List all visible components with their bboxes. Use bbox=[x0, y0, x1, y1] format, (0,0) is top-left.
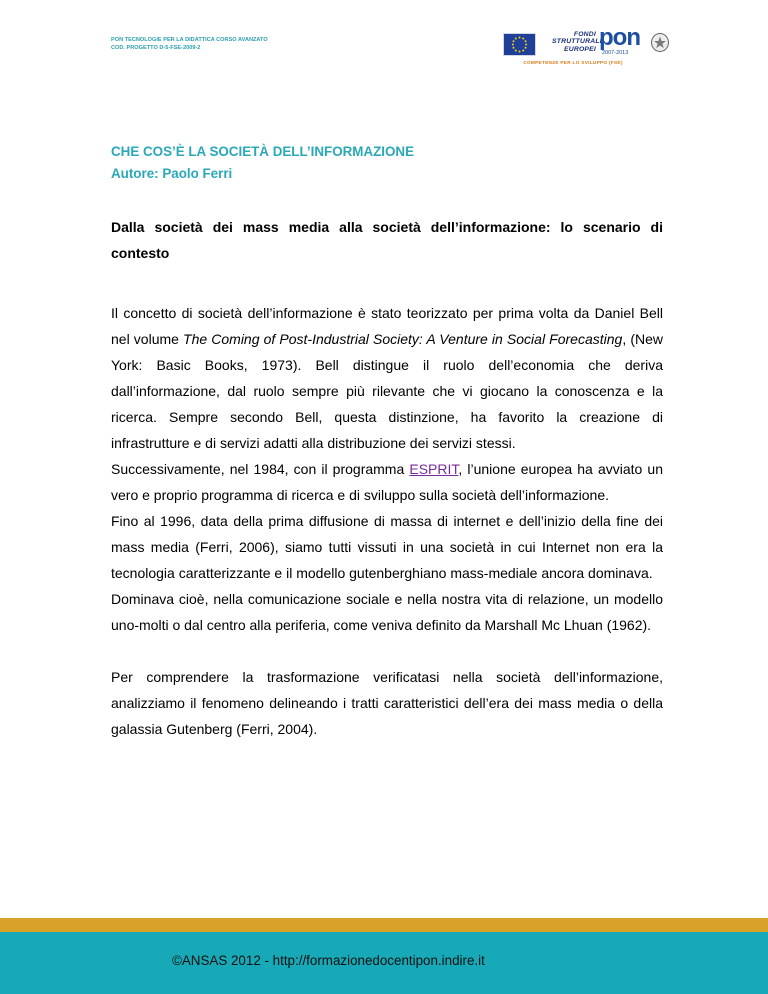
document-title: CHE COS’È LA SOCIETÀ DELL’INFORMAZIONE bbox=[111, 144, 415, 159]
pon-logo: pon bbox=[599, 24, 640, 51]
paragraph-1996: Fino al 1996, data della prima diffusione di massa di internet e dell’inizio della fine dei mass media (Ferri, 2006), siamo tutti vissuti in una società in cui Internet non era la tecnologia caratterizzante e il modello gutenberghiano mass-mediale ancora dominava. bbox=[111, 513, 663, 581]
document-body bbox=[111, 214, 663, 742]
esprit-link[interactable]: ESPRIT bbox=[409, 461, 459, 477]
footer-gold-stripe bbox=[0, 918, 768, 932]
logo-tagline: COMPETENZE PER LO SVILUPPO (FSE) bbox=[523, 60, 623, 65]
header-logos bbox=[503, 24, 673, 68]
paragraph-model: Dominava cioè, nella comunicazione sociale e nella nostra vita di relazione, un modello uno-molti o dal centro alla periferia, come veniva definito da Marshall Mc Lhuan (1962). bbox=[111, 591, 663, 633]
eu-flag-logo bbox=[503, 33, 536, 56]
eu-stars-icon bbox=[504, 34, 535, 55]
footer-copyright: ©ANSAS 2012 - http://formazionedocentipon.indire.it bbox=[172, 953, 485, 968]
header-project-code: COD. PROGETTO D-5-FSE-2009-2 bbox=[111, 45, 201, 51]
document-author: Autore: Paolo Ferri bbox=[111, 166, 233, 181]
book-title: The Coming of Post-Industrial Society: A Venture in Social Forecasting bbox=[183, 331, 623, 347]
paragraph-esprit: Successivamente, nel 1984, con il programma ESPRIT, l’unione europea ha avviato un vero e proprio programma di ricerca e di sviluppo sulla società dell’informazione. bbox=[111, 461, 663, 503]
header-course-name: PON TECNOLOGIE PER LA DIDATTICA CORSO AVANZATO bbox=[111, 37, 268, 43]
paragraph-gutenberg: Per comprendere la trasformazione verificatasi nella società dell’informazione, analizziamo il fenomeno delineando i tratti caratteristici dell’era dei mass media o della galassia Gutenberg (Ferri, 2004). bbox=[111, 669, 663, 737]
section-subtitle: Dalla società dei mass media alla società dell’informazione: lo scenario di contesto bbox=[111, 219, 663, 261]
fondi-strutturali-logo: FONDI STRUTTURALI EUROPEI bbox=[552, 31, 602, 53]
italian-republic-emblem-icon bbox=[651, 33, 669, 52]
paragraph-bell: Il concetto di società dell’informazione è stato teorizzato per prima volta da Daniel Bell nel volume The Coming of Post-Industrial Society: A Venture in Social Forecasting, (New York: Basic Books, 1973). Bell distingue il ruolo dell’economia che deriva dall’informazione, dal ruolo sempre più rilevante che vi giocano la conoscenza e la ricerca. Sempre secondo Bell, questa distinzione, ha favorito la creazione di infrastrutture e di servizi adatti alla distribuzione dei servizi stessi. bbox=[111, 305, 663, 451]
pon-years: 2007-2013 bbox=[602, 50, 629, 56]
header-project-info bbox=[111, 36, 268, 52]
